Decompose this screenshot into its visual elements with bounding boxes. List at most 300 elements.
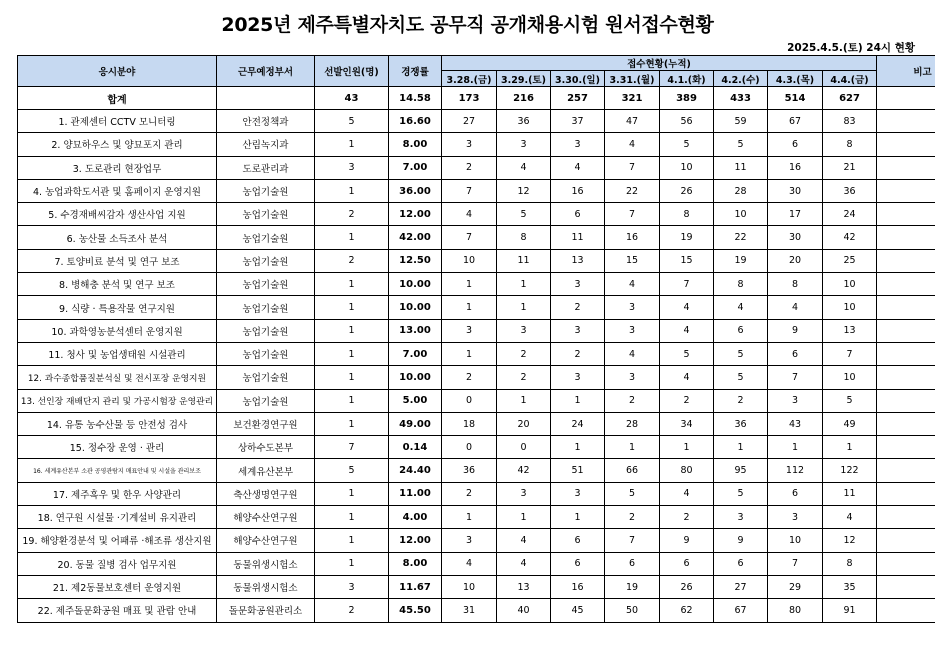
count-cell: 8 [823,552,877,575]
count-cell: 11 [714,156,768,179]
count-cell: 7 [768,552,823,575]
count-cell: 4 [442,552,497,575]
count-cell: 2 [660,389,714,412]
count-cell: 20 [768,249,823,272]
field-cell: 18. 연구원 시설물 ·기계설비 유지관리 [18,506,217,529]
table-row [18,226,935,249]
quota-cell: 2 [315,203,389,226]
count-cell: 31 [442,599,497,622]
count-cell: 37 [551,110,605,133]
rate-cell: 12.50 [389,249,442,272]
dept-cell: 도로관리과 [217,156,315,179]
count-cell: 66 [605,459,660,482]
count-cell: 1 [442,296,497,319]
count-cell: 2 [551,342,605,365]
remarks-cell [877,296,935,319]
count-cell: 4 [605,273,660,296]
count-cell: 56 [660,110,714,133]
field-cell: 13. 선인장 재배단지 관리 및 가공시험장 운영관리 [18,389,217,412]
count-cell: 20 [497,412,551,435]
count-cell: 36 [442,459,497,482]
total-quota: 43 [315,87,389,110]
dept-cell: 세계유산본부 [217,459,315,482]
count-cell: 19 [714,249,768,272]
table-row [18,342,935,365]
rate-cell: 10.00 [389,273,442,296]
table-row [18,412,935,435]
dept-cell: 농업기술원 [217,179,315,202]
count-cell: 34 [660,412,714,435]
count-cell: 10 [442,575,497,598]
rate-cell: 12.00 [389,529,442,552]
remarks-cell [877,226,935,249]
table-row [18,110,935,133]
field-cell: 15. 정수장 운영 · 관리 [18,436,217,459]
count-cell: 8 [714,273,768,296]
total-count: 257 [551,87,605,110]
table-row [18,506,935,529]
rate-cell: 8.00 [389,133,442,156]
rate-cell: 5.00 [389,389,442,412]
remarks-cell [877,599,935,622]
dept-cell: 농업기술원 [217,249,315,272]
rate-cell: 45.50 [389,599,442,622]
remarks-cell [877,459,935,482]
dept-cell: 농업기술원 [217,296,315,319]
header-dept: 근무예정부서 [217,56,315,87]
rate-cell: 0.14 [389,436,442,459]
count-cell: 0 [442,436,497,459]
quota-cell: 1 [315,319,389,342]
count-cell: 91 [823,599,877,622]
dept-cell: 농업기술원 [217,226,315,249]
quota-cell: 1 [315,366,389,389]
count-cell: 1 [551,506,605,529]
quota-cell: 1 [315,506,389,529]
count-cell: 10 [823,366,877,389]
count-cell: 3 [714,506,768,529]
header-date: 3.30.(일) [551,71,605,87]
count-cell: 13 [551,249,605,272]
total-count: 627 [823,87,877,110]
rate-cell: 11.67 [389,575,442,598]
count-cell: 4 [823,506,877,529]
table-body [18,87,935,623]
rate-cell: 49.00 [389,412,442,435]
dept-cell: 농업기술원 [217,342,315,365]
count-cell: 10 [660,156,714,179]
table-row [18,273,935,296]
count-cell: 80 [768,599,823,622]
count-cell: 4 [551,156,605,179]
quota-cell: 3 [315,575,389,598]
table-row [18,156,935,179]
count-cell: 10 [768,529,823,552]
count-cell: 19 [605,575,660,598]
count-cell: 2 [442,156,497,179]
field-cell: 12. 과수종합품질분석실 및 전시포장 운영지원 [18,366,217,389]
count-cell: 36 [714,412,768,435]
count-cell: 16 [551,575,605,598]
dept-cell: 농업기술원 [217,319,315,342]
table-row [18,459,935,482]
remarks-cell [877,203,935,226]
as-of-date: 2025.4.5.(토) 24시 현황 [787,42,915,54]
field-cell: 7. 토양비료 분석 및 연구 보조 [18,249,217,272]
count-cell: 11 [497,249,551,272]
count-cell: 3 [442,529,497,552]
field-cell: 10. 과학영농분석센터 운영지원 [18,319,217,342]
count-cell: 3 [768,506,823,529]
count-cell: 18 [442,412,497,435]
count-cell: 2 [442,482,497,505]
count-cell: 12 [823,529,877,552]
count-cell: 3 [605,366,660,389]
total-remarks [877,87,935,110]
table-row [18,436,935,459]
count-cell: 8 [823,133,877,156]
count-cell: 3 [497,133,551,156]
count-cell: 22 [714,226,768,249]
total-count: 433 [714,87,768,110]
count-cell: 2 [605,506,660,529]
count-cell: 15 [605,249,660,272]
count-cell: 16 [768,156,823,179]
count-cell: 3 [551,366,605,389]
count-cell: 6 [768,342,823,365]
count-cell: 5 [660,342,714,365]
dept-cell: 보건환경연구원 [217,412,315,435]
count-cell: 5 [714,366,768,389]
count-cell: 1 [768,436,823,459]
count-cell: 29 [768,575,823,598]
rate-cell: 7.00 [389,156,442,179]
count-cell: 3 [497,482,551,505]
table-row [18,203,935,226]
field-cell: 9. 식량 · 특용작물 연구지원 [18,296,217,319]
header-applications: 접수현황(누적) [442,56,877,71]
count-cell: 2 [497,366,551,389]
dept-cell: 산림녹지과 [217,133,315,156]
count-cell: 7 [768,366,823,389]
count-cell: 1 [442,273,497,296]
quota-cell: 1 [315,552,389,575]
count-cell: 1 [551,436,605,459]
count-cell: 27 [714,575,768,598]
count-cell: 30 [768,226,823,249]
quota-cell: 1 [315,342,389,365]
quota-cell: 1 [315,296,389,319]
count-cell: 5 [823,389,877,412]
total-label: 합계 [18,87,217,110]
count-cell: 27 [442,110,497,133]
dept-cell: 해양수산연구원 [217,529,315,552]
header-date: 4.2.(수) [714,71,768,87]
count-cell: 6 [768,133,823,156]
count-cell: 1 [823,436,877,459]
field-cell: 1. 관제센터 CCTV 모니터링 [18,110,217,133]
dept-cell: 농업기술원 [217,389,315,412]
count-cell: 95 [714,459,768,482]
count-cell: 3 [551,133,605,156]
count-cell: 1 [605,436,660,459]
total-row [18,87,935,110]
total-count: 321 [605,87,660,110]
count-cell: 4 [497,552,551,575]
table-row [18,529,935,552]
count-cell: 12 [497,179,551,202]
count-cell: 4 [660,482,714,505]
count-cell: 2 [605,389,660,412]
count-cell: 7 [823,342,877,365]
field-cell: 11. 청사 및 농업생태원 시설관리 [18,342,217,365]
remarks-cell [877,506,935,529]
count-cell: 21 [823,156,877,179]
count-cell: 5 [497,203,551,226]
field-cell: 16. 세계유산본부 소관 공영관람지 매표안내 및 시설을 관리보조 [18,459,217,482]
dept-cell: 안전정책과 [217,110,315,133]
quota-cell: 1 [315,226,389,249]
remarks-cell [877,552,935,575]
table-row [18,599,935,622]
rate-cell: 11.00 [389,482,442,505]
count-cell: 40 [497,599,551,622]
count-cell: 0 [497,436,551,459]
remarks-cell [877,110,935,133]
remarks-cell [877,342,935,365]
count-cell: 10 [823,296,877,319]
count-cell: 122 [823,459,877,482]
rate-cell: 8.00 [389,552,442,575]
field-cell: 2. 양묘하우스 및 양묘포지 관리 [18,133,217,156]
count-cell: 1 [497,389,551,412]
header-date: 3.29.(토) [497,71,551,87]
field-cell: 20. 동물 질병 검사 업무지원 [18,552,217,575]
total-rate: 14.58 [389,87,442,110]
count-cell: 59 [714,110,768,133]
count-cell: 3 [605,319,660,342]
count-cell: 6 [551,203,605,226]
dept-cell: 농업기술원 [217,273,315,296]
header-rate: 경쟁률 [389,56,442,87]
count-cell: 1 [714,436,768,459]
field-cell: 3. 도로관리 현장업무 [18,156,217,179]
count-cell: 83 [823,110,877,133]
rate-cell: 16.60 [389,110,442,133]
dept-cell: 농업기술원 [217,203,315,226]
quota-cell: 1 [315,179,389,202]
count-cell: 25 [823,249,877,272]
quota-cell: 5 [315,459,389,482]
count-cell: 3 [551,482,605,505]
remarks-cell [877,249,935,272]
count-cell: 4 [442,203,497,226]
count-cell: 2 [714,389,768,412]
count-cell: 8 [497,226,551,249]
count-cell: 26 [660,575,714,598]
field-cell: 4. 농업과학도서관 및 홈페이지 운영지원 [18,179,217,202]
count-cell: 5 [714,342,768,365]
count-cell: 2 [442,366,497,389]
header-date: 4.4.(금) [823,71,877,87]
count-cell: 10 [714,203,768,226]
count-cell: 1 [497,273,551,296]
remarks-cell [877,133,935,156]
remarks-cell [877,529,935,552]
table-row [18,575,935,598]
table-row [18,296,935,319]
total-count: 514 [768,87,823,110]
count-cell: 5 [660,133,714,156]
count-cell: 15 [660,249,714,272]
field-cell: 8. 병해충 분석 및 연구 보조 [18,273,217,296]
count-cell: 11 [551,226,605,249]
count-cell: 22 [605,179,660,202]
rate-cell: 7.00 [389,342,442,365]
count-cell: 4 [605,342,660,365]
count-cell: 30 [768,179,823,202]
header-date: 3.31.(월) [605,71,660,87]
count-cell: 10 [823,273,877,296]
count-cell: 3 [551,319,605,342]
count-cell: 1 [442,506,497,529]
quota-cell: 1 [315,273,389,296]
count-cell: 28 [714,179,768,202]
count-cell: 3 [442,133,497,156]
count-cell: 50 [605,599,660,622]
count-cell: 0 [442,389,497,412]
count-cell: 3 [768,389,823,412]
quota-cell: 1 [315,389,389,412]
count-cell: 2 [660,506,714,529]
count-cell: 4 [605,133,660,156]
count-cell: 7 [442,226,497,249]
table-row [18,133,935,156]
count-cell: 43 [768,412,823,435]
field-cell: 19. 해양환경분석 및 어패류 ·해조류 생산지원 [18,529,217,552]
count-cell: 5 [714,482,768,505]
count-cell: 9 [660,529,714,552]
count-cell: 47 [605,110,660,133]
count-cell: 3 [442,319,497,342]
count-cell: 1 [497,506,551,529]
count-cell: 4 [497,529,551,552]
dept-cell: 동물위생시험소 [217,552,315,575]
remarks-cell [877,482,935,505]
count-cell: 7 [605,529,660,552]
count-cell: 42 [497,459,551,482]
count-cell: 13 [497,575,551,598]
count-cell: 7 [442,179,497,202]
rate-cell: 4.00 [389,506,442,529]
count-cell: 6 [551,552,605,575]
remarks-cell [877,273,935,296]
remarks-cell [877,366,935,389]
count-cell: 6 [714,552,768,575]
count-cell: 4 [714,296,768,319]
count-cell: 35 [823,575,877,598]
field-cell: 22. 제주돌문화공원 매표 및 관람 안내 [18,599,217,622]
remarks-cell [877,436,935,459]
count-cell: 19 [660,226,714,249]
table-row [18,249,935,272]
count-cell: 24 [823,203,877,226]
count-cell: 2 [551,296,605,319]
count-cell: 36 [823,179,877,202]
dept-cell: 농업기술원 [217,366,315,389]
remarks-cell [877,179,935,202]
quota-cell: 2 [315,599,389,622]
rate-cell: 10.00 [389,366,442,389]
count-cell: 9 [768,319,823,342]
count-cell: 4 [660,296,714,319]
header-date: 4.3.(목) [768,71,823,87]
remarks-cell [877,575,935,598]
quota-cell: 1 [315,133,389,156]
quota-cell: 3 [315,156,389,179]
count-cell: 8 [768,273,823,296]
count-cell: 24 [551,412,605,435]
applications-table [17,55,935,623]
quota-cell: 2 [315,249,389,272]
count-cell: 2 [497,342,551,365]
header-field: 응시분야 [18,56,217,87]
rate-cell: 24.40 [389,459,442,482]
count-cell: 4 [768,296,823,319]
count-cell: 6 [605,552,660,575]
count-cell: 7 [660,273,714,296]
count-cell: 28 [605,412,660,435]
quota-cell: 1 [315,412,389,435]
count-cell: 4 [497,156,551,179]
count-cell: 10 [442,249,497,272]
rate-cell: 36.00 [389,179,442,202]
count-cell: 1 [551,389,605,412]
remarks-cell [877,389,935,412]
table-row [18,389,935,412]
count-cell: 67 [768,110,823,133]
count-cell: 112 [768,459,823,482]
count-cell: 4 [660,366,714,389]
dept-cell: 동물위생시험소 [217,575,315,598]
rate-cell: 12.00 [389,203,442,226]
remarks-cell [877,319,935,342]
count-cell: 6 [714,319,768,342]
count-cell: 5 [714,133,768,156]
total-count: 216 [497,87,551,110]
field-cell: 6. 농산물 소득조사 분석 [18,226,217,249]
total-count: 389 [660,87,714,110]
remarks-cell [877,412,935,435]
quota-cell: 7 [315,436,389,459]
count-cell: 49 [823,412,877,435]
header-date: 3.28.(금) [442,71,497,87]
remarks-cell [877,156,935,179]
header-date: 4.1.(화) [660,71,714,87]
count-cell: 9 [714,529,768,552]
count-cell: 13 [823,319,877,342]
field-cell: 17. 제주흑우 및 한우 사양관리 [18,482,217,505]
table-row [18,366,935,389]
quota-cell: 1 [315,529,389,552]
count-cell: 1 [442,342,497,365]
count-cell: 6 [768,482,823,505]
field-cell: 21. 제2동물보호센터 운영지원 [18,575,217,598]
header-remarks: 비고 [877,56,935,87]
total-dept [217,87,315,110]
table-row [18,482,935,505]
header-quota: 선발인원(명) [315,56,389,87]
